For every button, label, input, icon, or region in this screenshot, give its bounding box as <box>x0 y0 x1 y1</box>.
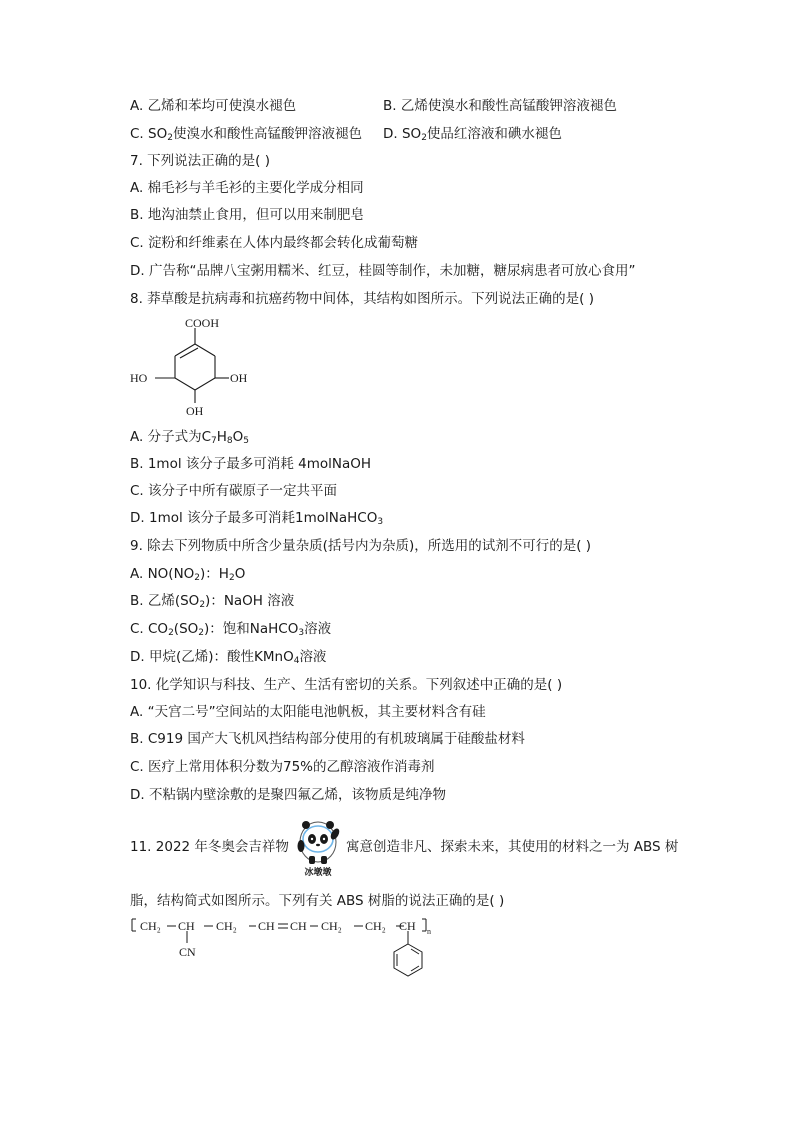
mascot-label: 冰墩墩 <box>304 868 332 878</box>
repeat-n: n <box>427 927 431 936</box>
q11-stem-line2: 脂，结构简式如图所示。下列有关 ABS 树脂的说法正确的是( ) <box>130 893 505 909</box>
q7-option-b: B. 地沟油禁止食用，但可以用来制肥皂 <box>130 207 364 223</box>
q6-option-b: B. 乙烯使溴水和酸性高锰酸钾溶液褪色 <box>383 98 617 114</box>
q7-option-d: D. 广告称“品牌八宝粥用糯米、红豆，桂圆等制作，未加糖，糖尿病患者可放心食用” <box>130 263 636 279</box>
abs-resin-formula <box>128 914 438 984</box>
oh-right-label: OH <box>230 371 248 385</box>
unit-3: CH₂ <box>216 919 237 933</box>
q8-option-d: D. 1mol 该分子最多可消耗1molNaHCO$_3$ <box>130 510 384 527</box>
q10-option-a: A. “天宫二号”空间站的太阳能电池帆板，其主要材料含有硅 <box>130 704 486 720</box>
q9-option-a: A. $NO(NO_2)$：$H_2O$ <box>130 566 246 583</box>
q8-option-c: C. 该分子中所有碳原子一定共平面 <box>130 483 338 499</box>
q8-stem: 8. 莽草酸是抗病毒和抗癌药物中间体，其结构如图所示。下列说法正确的是( ) <box>130 291 594 307</box>
q9-stem: 9. 除去下列物质中所含少量杂质(括号内为杂质)，所选用的试剂不可行的是( ) <box>130 538 592 554</box>
q7-option-c: C. 淀粉和纤维素在人体内最终都会转化成葡萄糖 <box>130 235 419 251</box>
q6-option-d: D. $SO_2$使品红溶液和碘水褪色 <box>383 126 562 143</box>
unit-5: CH <box>290 919 307 933</box>
mascot-image <box>292 812 344 878</box>
unit-4: CH <box>258 919 275 933</box>
q10-option-c: C. 医疗上常用体积分数为75%的乙醇溶液作消毒剂 <box>130 759 435 775</box>
cooh-label: COOH <box>185 316 220 330</box>
q10-option-d: D. 不粘锅内壁涂敷的是聚四氟乙烯，该物质是纯净物 <box>130 787 446 803</box>
q7-option-a: A. 棉毛衫与羊毛衫的主要化学成分相同 <box>130 180 364 196</box>
q8-option-a: A. 分子式为$C_7H_8O_5$ <box>130 429 250 446</box>
shikimic-acid-structure <box>125 314 265 419</box>
q10-option-b: B. C919 国产大飞机风挡结构部分使用的有机玻璃属于硅酸盐材料 <box>130 731 525 747</box>
q11-stem-before: 11. 2022 年冬奥会吉祥物 <box>130 839 289 855</box>
q7-stem: 7. 下列说法正确的是( ) <box>130 153 270 169</box>
q10-stem: 10. 化学知识与科技、生产、生活有密切的关系。下列叙述中正确的是( ) <box>130 677 563 693</box>
unit-6: CH₂ <box>321 919 342 933</box>
ho-left-label: HO <box>130 371 148 385</box>
unit-1: CH₂ <box>140 919 161 933</box>
unit-8: CH <box>399 919 416 933</box>
q8-option-b: B. 1mol 该分子最多可消耗 4molNaOH <box>130 456 372 472</box>
q9-option-c: C. $CO_2(SO_2)$：饱和NaHCO$_3$溶液 <box>130 621 332 638</box>
q9-option-d: D. 甲烷(乙烯)：酸性KMnO$_4$溶液 <box>130 649 327 666</box>
q6-option-a: A. 乙烯和苯均可使溴水褪色 <box>130 98 297 114</box>
q6-option-c: C. $SO_2$使溴水和酸性高锰酸钾溶液褪色 <box>130 126 362 143</box>
q11-stem-after: 寓意创造非凡、探索未来，其使用的材料之一为 ABS 树 <box>346 839 679 855</box>
unit-2: CH <box>178 919 195 933</box>
oh-bottom-label: OH <box>186 404 204 418</box>
unit-7: CH₂ <box>365 919 386 933</box>
q9-option-b: B. 乙烯$(SO_2)$：NaOH 溶液 <box>130 593 295 610</box>
cn-group: CN <box>179 945 196 959</box>
